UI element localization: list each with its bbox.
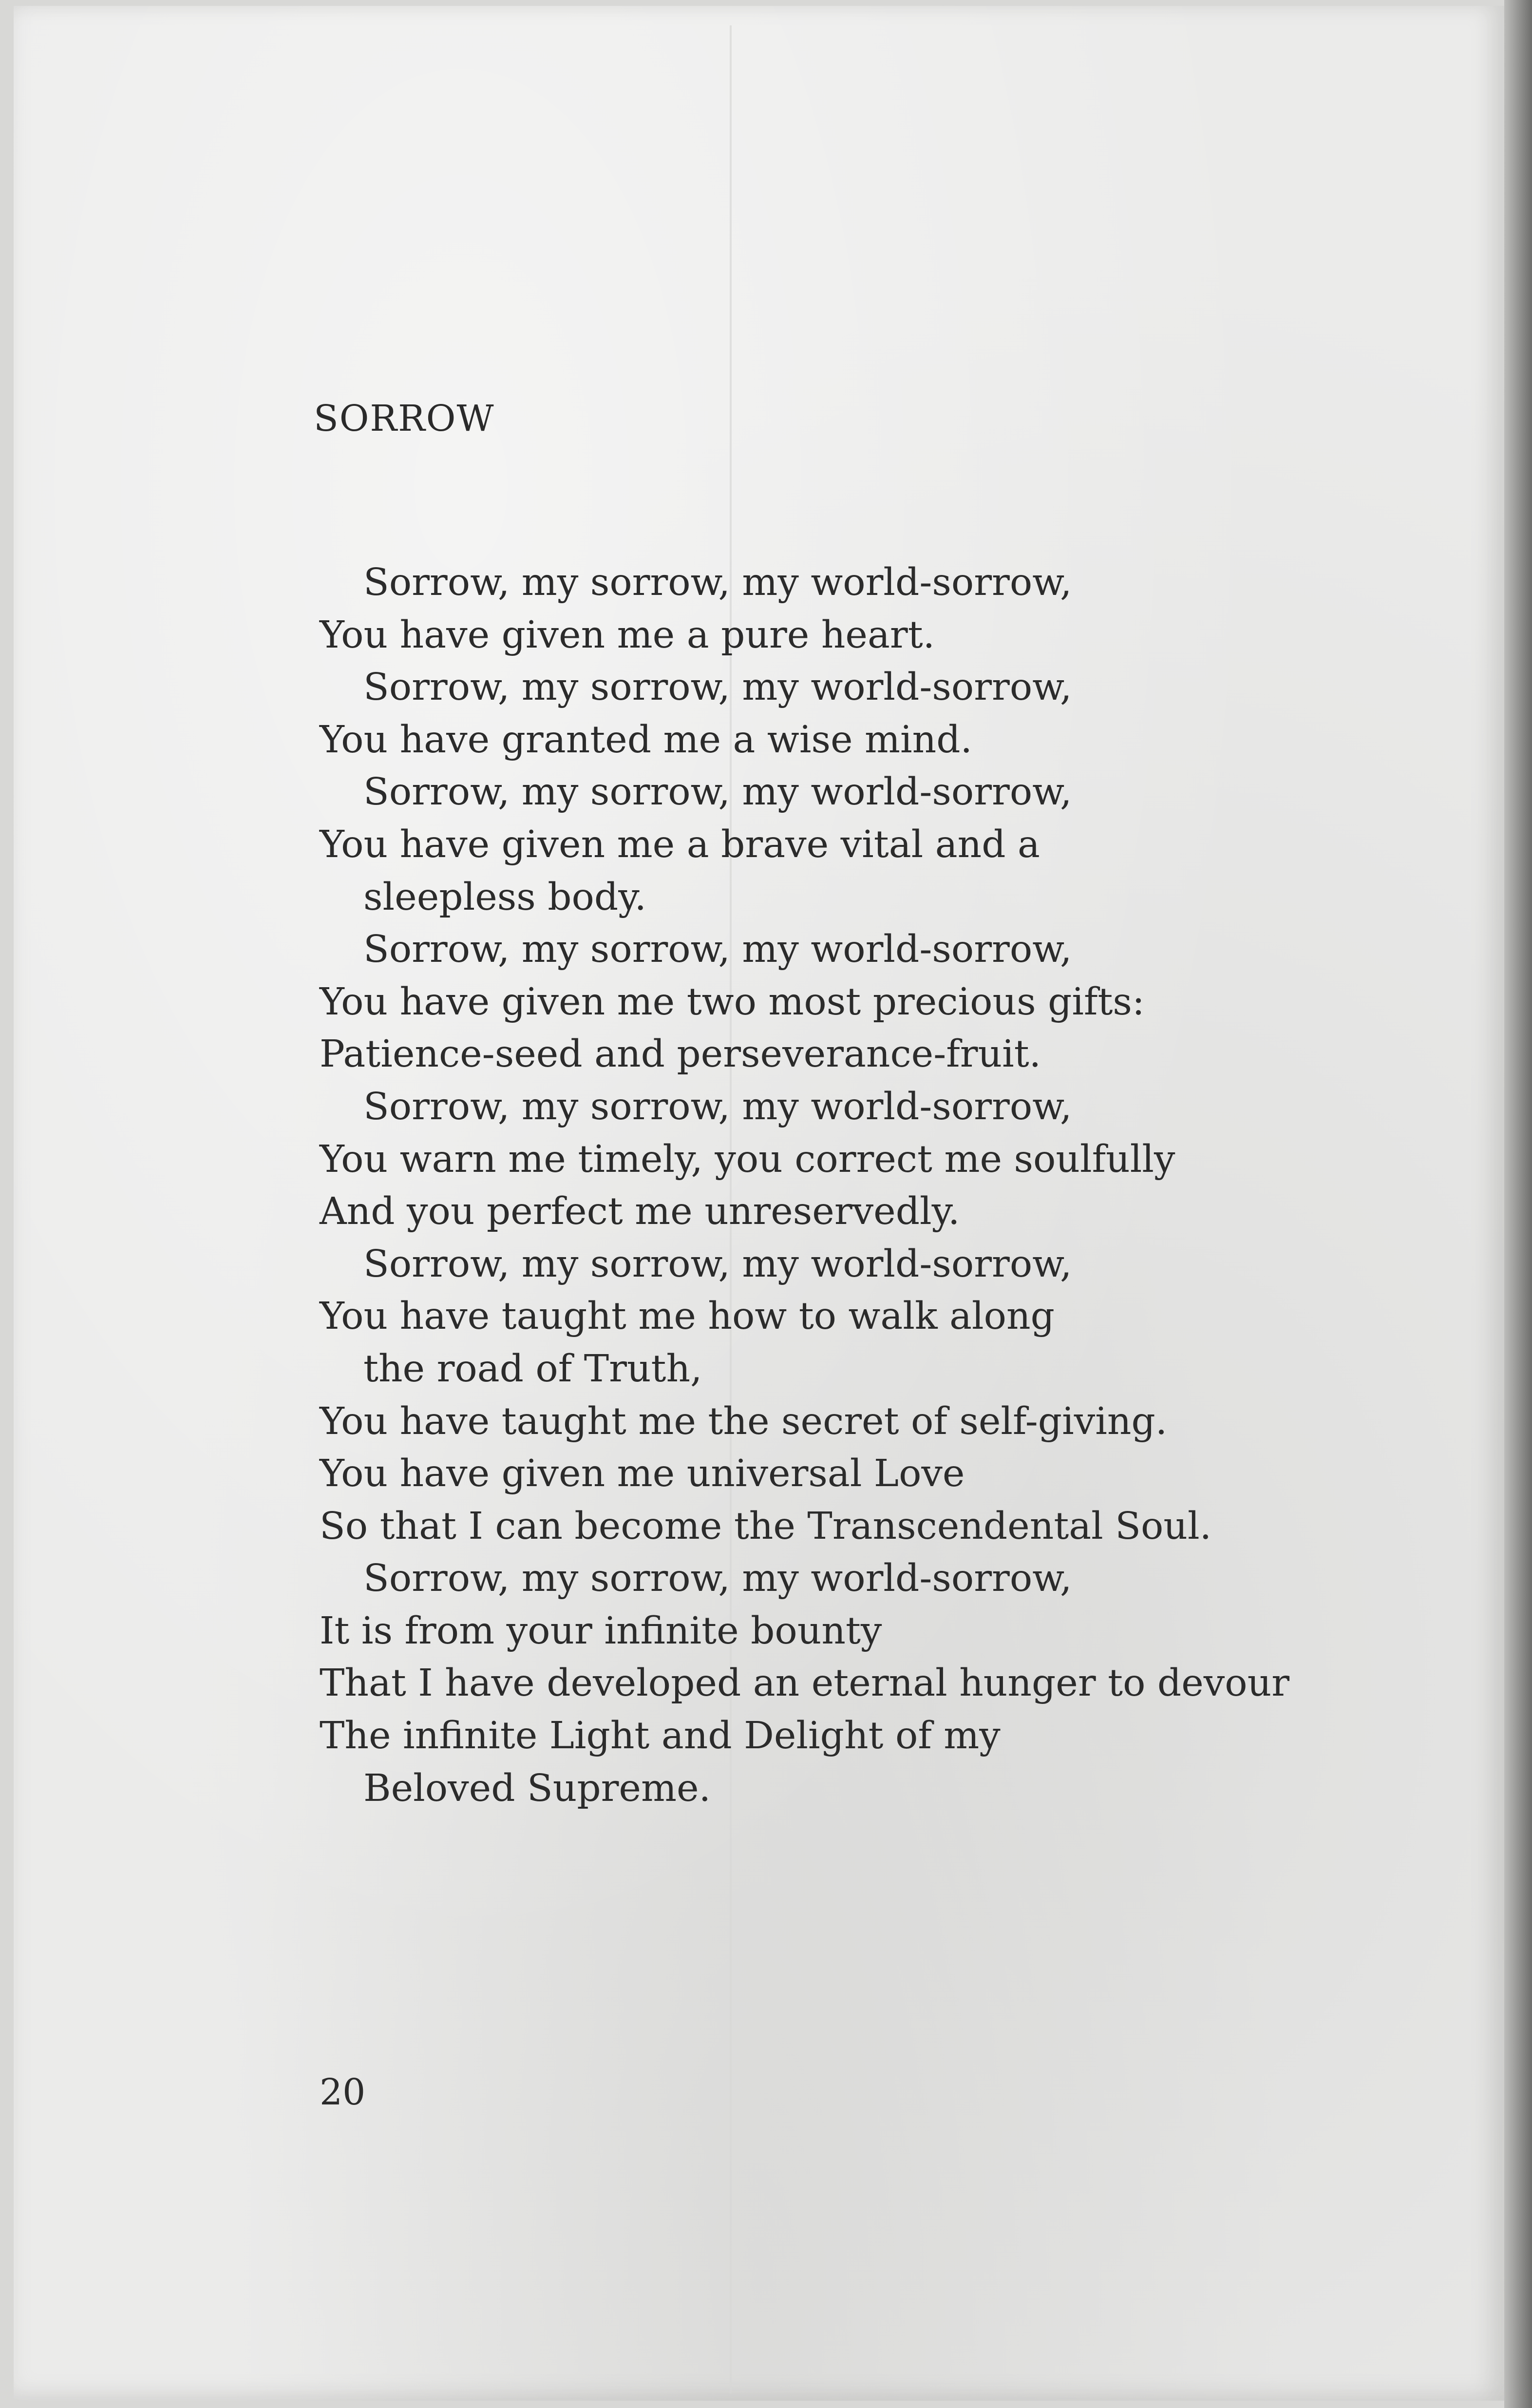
poem-line: Sorrow, my sorrow, my world-sorrow, [363,770,1072,814]
poem-line: Sorrow, my sorrow, my world-sorrow, [363,561,1072,604]
poem-line: Sorrow, my sorrow, my world-sorrow, [363,928,1072,972]
poem-line: And you perfect me unreservedly. [320,1190,960,1234]
poem-line: That I have developed an eternal hunger to devour [320,1662,1290,1705]
poem-line: sleepless body. [363,875,646,919]
poem-line: You have given me a brave vital and a [320,822,1040,866]
poem-line: You have taught me how to walk along [320,1295,1055,1338]
poem-line: You have given me universal Love [320,1452,965,1496]
poem-line: You have given me two most precious gifts: [320,980,1145,1024]
poem-line: Sorrow, my sorrow, my world-sorrow, [363,666,1072,709]
page-number: 20 [320,2071,366,2113]
poem-body [320,556,1479,1815]
poem-line: You have given me a pure heart. [320,613,935,657]
book-page [14,6,1504,2401]
poem-line: So that I can become the Transcendental Soul. [320,1504,1212,1548]
poem-line: Sorrow, my sorrow, my world-sorrow, [363,1242,1072,1286]
poem-line: Beloved Supreme. [363,1766,711,1810]
poem-line: Sorrow, my sorrow, my world-sorrow, [363,1557,1072,1601]
poem-line: Patience-seed and perseverance-fruit. [320,1032,1041,1076]
poem-title: SORROW [314,398,495,440]
poem-line: You have taught me the secret of self-giving. [320,1399,1168,1443]
poem-line: Sorrow, my sorrow, my world-sorrow, [363,1085,1072,1128]
poem-line: You have granted me a wise mind. [320,718,973,762]
poem-line: The infinite Light and Delight of my [320,1714,1001,1758]
poem-line: You warn me timely, you correct me soulfully [320,1137,1175,1181]
page-right-edge [1504,0,1532,2408]
poem-line: the road of Truth, [363,1347,702,1391]
poem-line: It is from your infinite bounty [320,1609,882,1653]
